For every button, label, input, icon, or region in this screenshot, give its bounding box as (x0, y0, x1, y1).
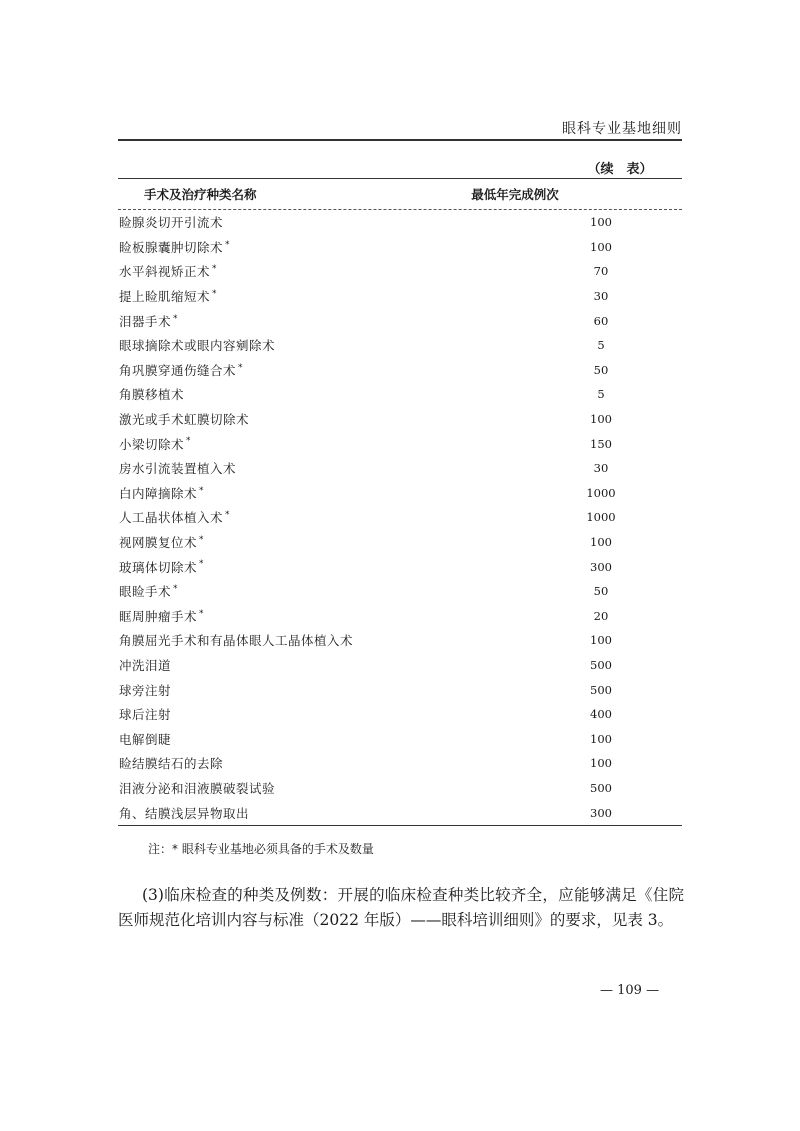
table-note: 注：* 眼科专业基地必须具备的手术及数量 (148, 842, 374, 856)
min-count: 1000 (586, 510, 616, 525)
procedure-name (118, 533, 518, 551)
procedure-label: 视网膜复位术 (119, 535, 198, 551)
min-count: 100 (590, 215, 612, 230)
required-mark: * (199, 485, 205, 496)
procedure-name (118, 336, 518, 354)
table-row (118, 530, 682, 555)
required-mark: * (199, 534, 205, 545)
procedure-label: 泪器手术 (119, 313, 172, 329)
table-row (118, 431, 682, 456)
procedure-label: 冲洗泪道 (119, 657, 172, 673)
min-count: 500 (590, 780, 612, 795)
procedure-label: 提上睑肌缩短术 (119, 289, 211, 305)
min-count: 5 (597, 338, 605, 353)
procedure-label: 球旁注射 (119, 682, 172, 698)
min-count: 60 (593, 313, 609, 328)
required-mark: * (225, 510, 231, 521)
table-row (118, 800, 682, 825)
header-count: 最低年完成例次 (471, 187, 559, 202)
required-mark: * (225, 239, 231, 250)
min-count: 100 (590, 731, 612, 746)
min-count: 1000 (586, 485, 616, 500)
table-row (118, 259, 682, 284)
procedure-label: 水平斜视矫正术 (119, 264, 211, 280)
table-row (118, 235, 682, 260)
required-mark: * (186, 436, 192, 447)
header-name: 手术及治疗种类名称 (144, 187, 257, 202)
procedure-label: 角膜屈光手术和有晶体眼人工晶体植入术 (119, 633, 354, 649)
min-count: 70 (593, 264, 609, 279)
procedure-name (118, 238, 518, 256)
table-row (118, 579, 682, 604)
table-row (118, 284, 682, 309)
table-row (118, 702, 682, 727)
surgery-table (118, 178, 682, 826)
procedure-name (118, 705, 518, 723)
body-paragraph: (3)临床检查的种类及例数：开展的临床检查种类比较齐全，应能够满足《住院医师规范化培训内容与标准（2022 年版）——眼科培训细则》的要求，见表 3。 (118, 886, 684, 929)
procedure-name (118, 681, 518, 699)
procedure-label: 电解倒睫 (119, 731, 172, 747)
procedure-label: 房水引流装置植入术 (119, 461, 237, 477)
procedure-label: 角巩膜穿通伤缝合术 (119, 362, 237, 378)
table-row (118, 726, 682, 751)
table-body (118, 210, 682, 825)
procedure-name (118, 361, 518, 379)
min-count: 100 (590, 239, 612, 254)
required-mark: * (199, 559, 205, 570)
required-mark: * (212, 288, 218, 299)
procedure-name (118, 656, 518, 674)
procedure-name (118, 213, 518, 231)
table-row (118, 604, 682, 629)
required-mark: * (173, 584, 179, 595)
procedure-label: 球后注射 (119, 707, 172, 723)
table-row (118, 456, 682, 481)
procedure-name (118, 484, 518, 502)
procedure-label: 睑腺炎切开引流术 (119, 215, 224, 231)
min-count: 30 (593, 461, 609, 476)
min-count: 100 (590, 756, 612, 771)
procedure-name (118, 410, 518, 428)
procedure-label: 睑板腺囊肿切除术 (119, 239, 224, 255)
table-row (118, 776, 682, 801)
procedure-name (118, 582, 518, 600)
min-count: 100 (590, 412, 612, 427)
table-header (118, 179, 682, 210)
table-row (118, 505, 682, 530)
procedure-label: 人工晶状体植入术 (119, 510, 224, 526)
procedure-name (118, 508, 518, 526)
procedure-name (118, 287, 518, 305)
required-mark: * (173, 313, 179, 324)
procedure-name (118, 754, 518, 772)
procedure-name (118, 312, 518, 330)
procedure-label: 睑结膜结石的去除 (119, 756, 224, 772)
table-row (118, 677, 682, 702)
procedure-label: 眼球摘除术或眼内容剜除术 (119, 338, 276, 354)
table-row (118, 382, 682, 407)
required-mark: * (199, 608, 205, 619)
min-count: 100 (590, 633, 612, 648)
procedure-name (118, 385, 518, 403)
header-rule (118, 139, 682, 141)
min-count: 300 (590, 805, 612, 820)
min-count: 100 (590, 535, 612, 550)
running-head: 眼科专业基地细则 (562, 121, 682, 137)
procedure-label: 角、结膜浅层异物取出 (119, 805, 250, 821)
procedure-label: 眶周肿瘤手术 (119, 608, 198, 624)
procedure-name (118, 779, 518, 797)
min-count: 500 (590, 657, 612, 672)
procedure-name (118, 804, 518, 822)
table-row (118, 210, 682, 235)
min-count: 30 (593, 289, 609, 304)
table-row (118, 653, 682, 678)
procedure-label: 玻璃体切除术 (119, 559, 198, 575)
table-row (118, 333, 682, 358)
min-count: 50 (593, 584, 609, 599)
min-count: 5 (597, 387, 605, 402)
required-mark: * (212, 264, 218, 275)
table-row (118, 358, 682, 383)
table-row (118, 481, 682, 506)
procedure-name (118, 435, 518, 453)
table-continued-label: （续 表） (587, 162, 653, 177)
required-mark: * (238, 362, 244, 373)
procedure-name (118, 607, 518, 625)
min-count: 300 (590, 559, 612, 574)
procedure-name (118, 459, 518, 477)
table-row (118, 308, 682, 333)
procedure-label: 激光或手术虹膜切除术 (119, 412, 250, 428)
procedure-label: 泪液分泌和泪液膜破裂试验 (119, 780, 276, 796)
procedure-label: 角膜移植术 (119, 387, 185, 403)
procedure-label: 白内障摘除术 (119, 485, 198, 501)
min-count: 50 (593, 362, 609, 377)
procedure-name (118, 631, 518, 649)
min-count: 150 (590, 436, 612, 451)
procedure-name (118, 558, 518, 576)
procedure-label: 小梁切除术 (119, 436, 185, 452)
min-count: 500 (590, 682, 612, 697)
table-row (118, 751, 682, 776)
min-count: 400 (590, 707, 612, 722)
procedure-name (118, 730, 518, 748)
min-count: 20 (593, 608, 609, 623)
table-row (118, 628, 682, 653)
procedure-name (118, 262, 518, 280)
procedure-label: 眼睑手术 (119, 584, 172, 600)
table-row (118, 407, 682, 432)
table-row (118, 554, 682, 579)
page-number: — 109 — (600, 983, 660, 998)
